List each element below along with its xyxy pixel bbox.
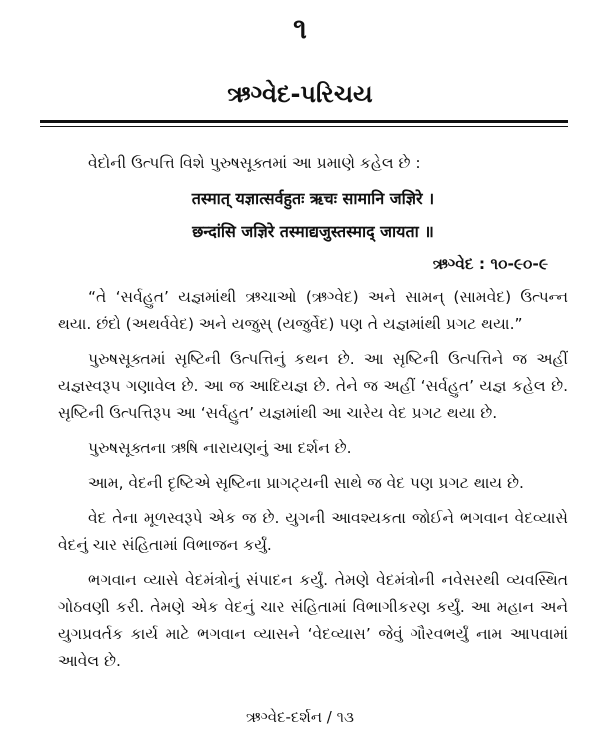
chapter-title: ઋગ્વેદ-પરિચય	[227, 80, 373, 108]
title-rule-thin	[40, 126, 568, 127]
verse-line-2: छन्दांसि जज्ञिरे तस्माद्यजुस्तस्माद् जायता ॥	[192, 222, 434, 241]
paragraph-3: પુરુષસૂક્તના ઋષિ નારાયણનું આ દર્શન છે.	[88, 439, 352, 457]
paragraph-6: ભગવાન વ્યાસે વેદમંત્રોનું સંપાદન કર્યું. તેમણે વેદમંત્રોની નવેસરથી વ્યવસ્થિત ગોઠવણી કરી. તેમણે એક વેદનું ચાર સંહિતામાં વિભાગીકરણ કર્યું. આ મહાન અને યુગપ્રવર્તક કાર્ય માટે ભગવાન વ્યાસને ‘વેદવ્યાસ’ જેવું ગૌરવભર્યું નામ આપવામાં આવેલ છે.	[58, 571, 568, 670]
intro-line: વેદોની ઉત્પત્તિ વિશે પુરુષસૂક્તમાં આ પ્રમાણે કહેલ છે :	[88, 154, 421, 172]
verse-citation: ઋગ્વેદ : ૧૦-૯૦-૯	[432, 255, 548, 273]
paragraph-5: વેદ તેના મૂળસ્વરૂપે એક જ છે. યુગની આવશ્યકતા જોઈને ભગવાન વેદવ્યાસે વેદનું ચાર સંહિતામાં વિભાજન કર્યું.	[58, 509, 568, 554]
verse-line-1: तस्मात् यज्ञात्सर्वहुतः ऋचः सामानि जज्ञिरे ।	[191, 189, 435, 208]
paragraph-4: આમ, વેદની દૃષ્ટિએ સૃષ્ટિના પ્રાગટ્યની સાથે જ વેદ પણ પ્રગટ થાય છે.	[88, 474, 524, 492]
page-footer: ઋગ્વેદ-દર્શન / ૧૩	[246, 708, 354, 726]
page-number: ૧	[293, 12, 307, 45]
page-body	[58, 150, 568, 683]
title-rule-thick	[40, 120, 568, 123]
paragraph-1: “તે ‘સર્વહુત’ યજ્ઞમાંથી ઋચાઓ (ઋગ્વેદ) અને સામન્ (સામવેદ) ઉત્પન્ન થયા. છંદો (અથર્વવેદ) અને યજુસ્ (યજુર્વેદ) પણ તે યજ્ઞમાંથી પ્રગટ થયા.”	[58, 288, 568, 333]
paragraph-2: પુરુષસૂક્તમાં સૃષ્ટિની ઉત્પત્તિનું કથન છે. આ સૃષ્ટિની ઉત્પત્તિને જ અહીં યજ્ઞસ્વરૂપ ગણાવેલ છે. આ જ આદિયજ્ઞ છે. તેને જ અહીં ‘સર્વહુત’ યજ્ઞ કહેલ છે. સૃષ્ટિની ઉત્પત્તિરૂપ આ ‘સર્વહુત’ યજ્ઞમાંથી આ ચારેય વેદ પ્રગટ થયા છે.	[58, 350, 568, 422]
